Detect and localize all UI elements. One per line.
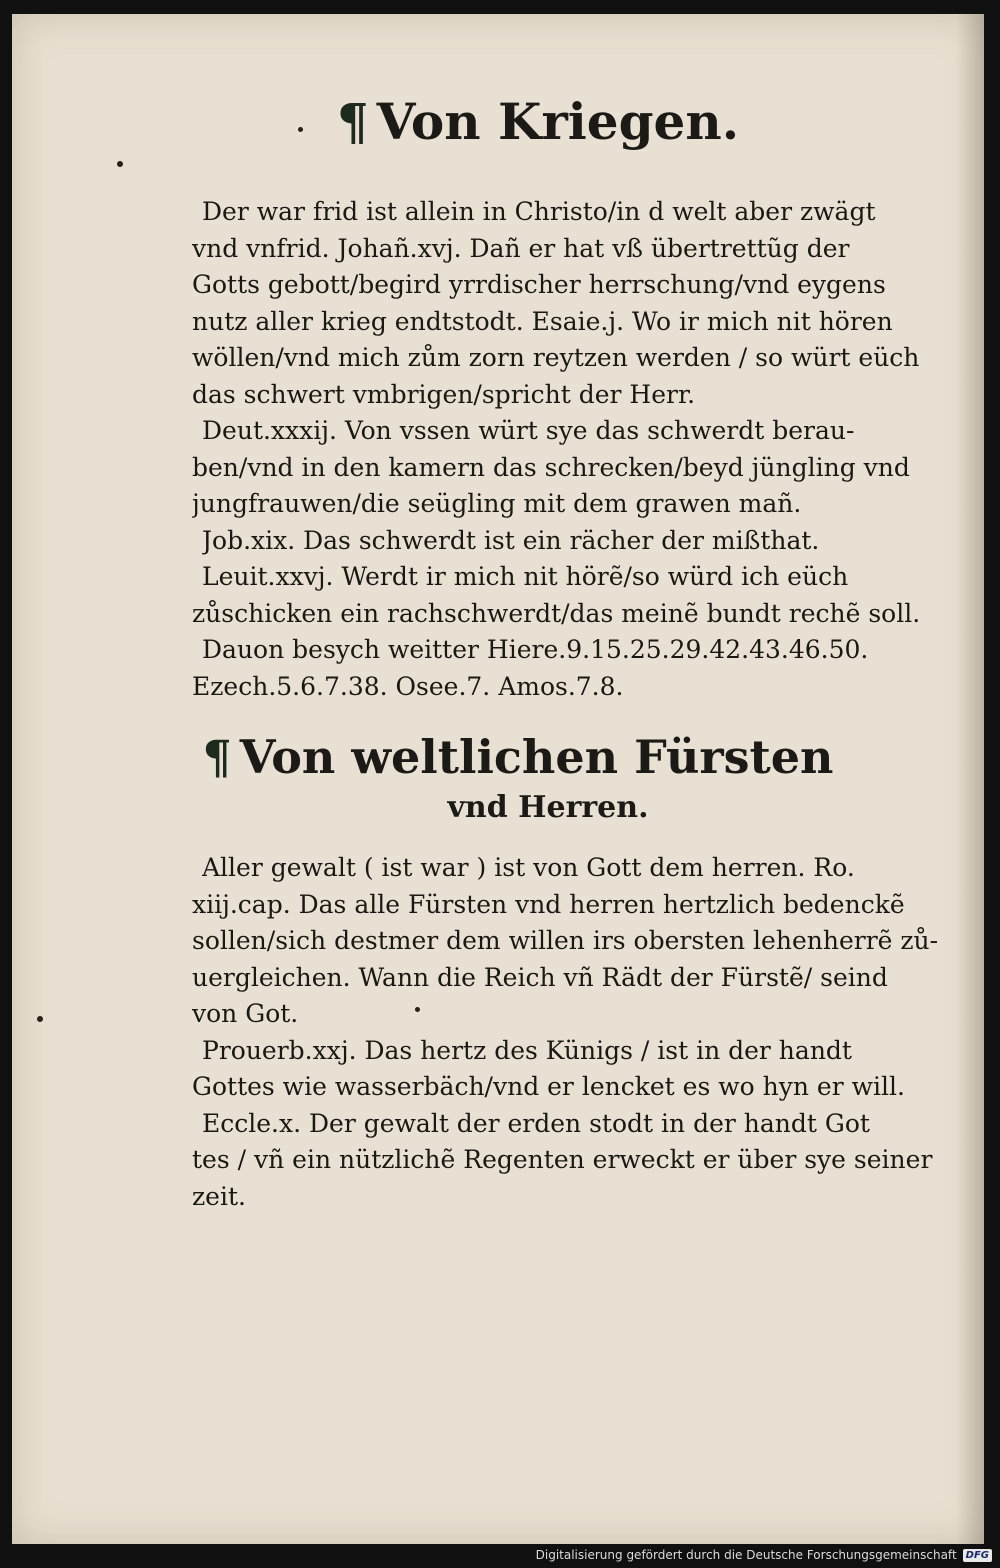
text-line: von Got. xyxy=(192,999,299,1028)
heading-von-kriegen xyxy=(12,92,1000,151)
ink-spot xyxy=(37,1016,43,1022)
section-kriegen-text xyxy=(192,194,962,705)
text-line: Job.xix. Das schwerdt ist ein rächer der mißthat. xyxy=(202,525,820,555)
text-line: wöllen/vnd mich zům zorn reytzen werden / so würt eüch xyxy=(192,343,920,372)
text-line: uergleichen. Wann die Reich vñ Rädt der Fürstẽ/ seind xyxy=(192,962,888,992)
heading-vnd-herren xyxy=(12,790,1000,825)
text-line: Der war frid ist allein in Christo/in d welt aber zwägt xyxy=(202,197,876,226)
footer-credit-text: Digitalisierung gefördert durch die Deutsche Forschungsgemeinschaft xyxy=(535,1548,957,1562)
section-fuersten-text xyxy=(192,850,962,1215)
digitization-footer xyxy=(536,1545,992,1565)
text-line: Prouerb.xxj. Das hertz des Künigs / ist in der handt xyxy=(202,1035,852,1065)
text-line: nutz aller krieg endtstodt. Esaie.j. Wo ir mich nit hören xyxy=(192,306,893,336)
heading-text: Von Kriegen. xyxy=(376,92,740,151)
text-line: vnd vnfrid. Johañ.xvj. Dañ er hat vß übertrettũg der xyxy=(192,233,850,263)
text-line: Eccle.x. Der gewalt der erden stodt in der handt Got xyxy=(202,1108,870,1138)
heading-text-line2: vnd Herren. xyxy=(447,790,649,825)
text-line: zeit. xyxy=(192,1181,246,1211)
text-line: das schwert vmbrigen/spricht der Herr. xyxy=(192,379,696,409)
text-line: Dauon besych weitter Hiere.9.15.25.29.42.43.46.50. xyxy=(202,635,869,664)
text-line: Aller gewalt ( ist war ) ist von Gott dem herren. Ro. xyxy=(202,853,855,882)
text-line: Deut.xxxij. Von vssen würt sye das schwerdt berau- xyxy=(202,416,855,445)
text-line: Leuit.xxvj. Werdt ir mich nit hörẽ/so würd ich eüch xyxy=(202,562,849,591)
pilcrow-mark: ¶ xyxy=(202,730,232,784)
heading-von-weltlichen-fuersten xyxy=(12,730,1000,784)
text-line: jungfrauwen/die seügling mit dem grawen mañ. xyxy=(192,489,802,518)
dfg-logo: DFG xyxy=(963,1549,992,1562)
heading-text-line1: Von weltlichen Fürsten xyxy=(239,730,834,784)
text-line: Gotts gebott/begird yrrdischer herrschung/vnd eygens xyxy=(192,270,886,299)
text-line: Ezech.5.6.7.38. Osee.7. Amos.7.8. xyxy=(192,671,624,701)
text-line: xiij.cap. Das alle Fürsten vnd herren hertzlich bedenckẽ xyxy=(192,889,905,919)
pilcrow-mark: ¶ xyxy=(336,92,369,151)
document-page xyxy=(12,14,984,1544)
text-line: Gottes wie wasserbäch/vnd er lencket es wo hyn er will. xyxy=(192,1072,905,1101)
text-line: ben/vnd in den kamern das schrecken/beyd jüngling vnd xyxy=(192,452,910,482)
ink-spot xyxy=(117,161,123,167)
text-line: sollen/sich destmer dem willen irs obersten lehenherrẽ zů- xyxy=(192,926,939,955)
text-line: zůschicken ein rachschwerdt/das meinẽ bundt rechẽ soll. xyxy=(192,598,921,628)
text-line: tes / vñ ein nützlichẽ Regenten erweckt er über sye seiner xyxy=(192,1145,933,1174)
